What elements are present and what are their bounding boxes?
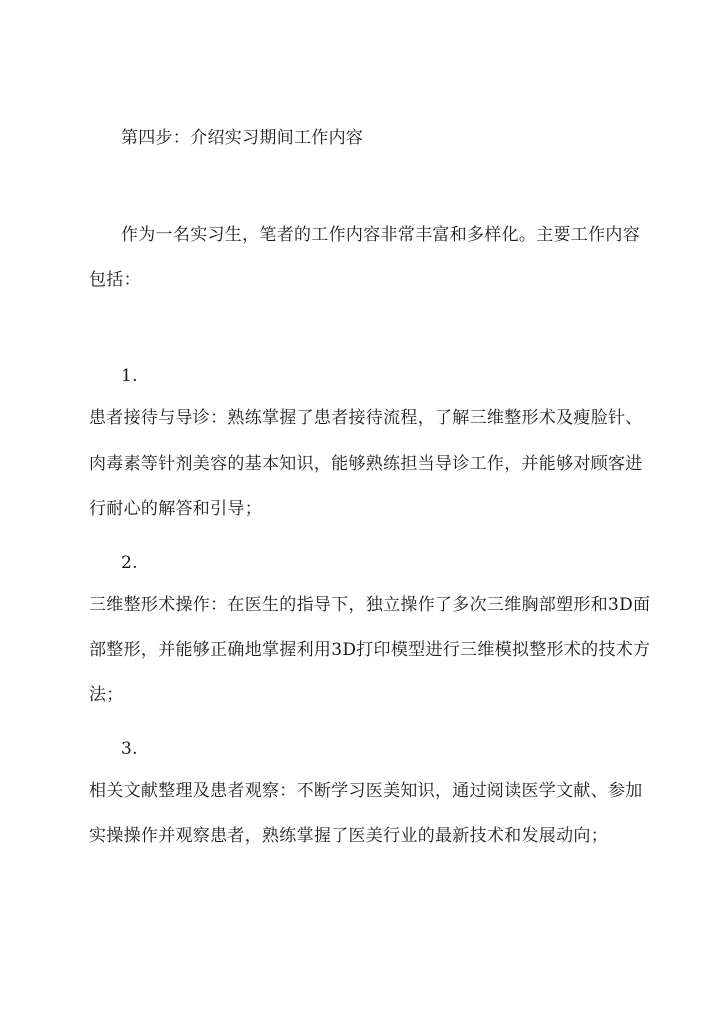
item-1-line-2: 肉毒素等针剂美容的基本知识，能够熟练担当导诊工作，并能够对顾客进	[89, 454, 643, 474]
item-2-line-1: 三维整形术操作：在医生的指导下，独立操作了多次三维胸部塑形和3D面	[89, 595, 651, 615]
item-1-line-1: 患者接待与导诊：熟练掌握了患者接待流程，了解三维整形术及瘦脸针、	[89, 408, 643, 428]
item-1-number: 1.	[121, 366, 138, 386]
intro-line-2: 包括：	[89, 270, 141, 290]
item-3-line-1: 相关文献整理及患者观察：不断学习医美知识，通过阅读医学文献、参加	[89, 781, 643, 801]
item-2-number: 2.	[121, 553, 138, 573]
intro-line-1: 作为一名实习生，笔者的工作内容非常丰富和多样化。主要工作内容	[121, 225, 640, 245]
section-heading: 第四步：介绍实习期间工作内容	[121, 128, 364, 148]
item-2-line-3: 法；	[89, 685, 124, 705]
item-3-number: 3.	[121, 739, 138, 759]
item-2-line-2: 部整形，并能够正确地掌握利用3D打印模型进行三维模拟整形术的技术方	[89, 640, 651, 660]
item-1-line-3: 行耐心的解答和引导；	[89, 499, 262, 519]
item-3-line-2: 实操操作并观察患者，熟练掌握了医美行业的最新技术和发展动向；	[89, 826, 608, 846]
